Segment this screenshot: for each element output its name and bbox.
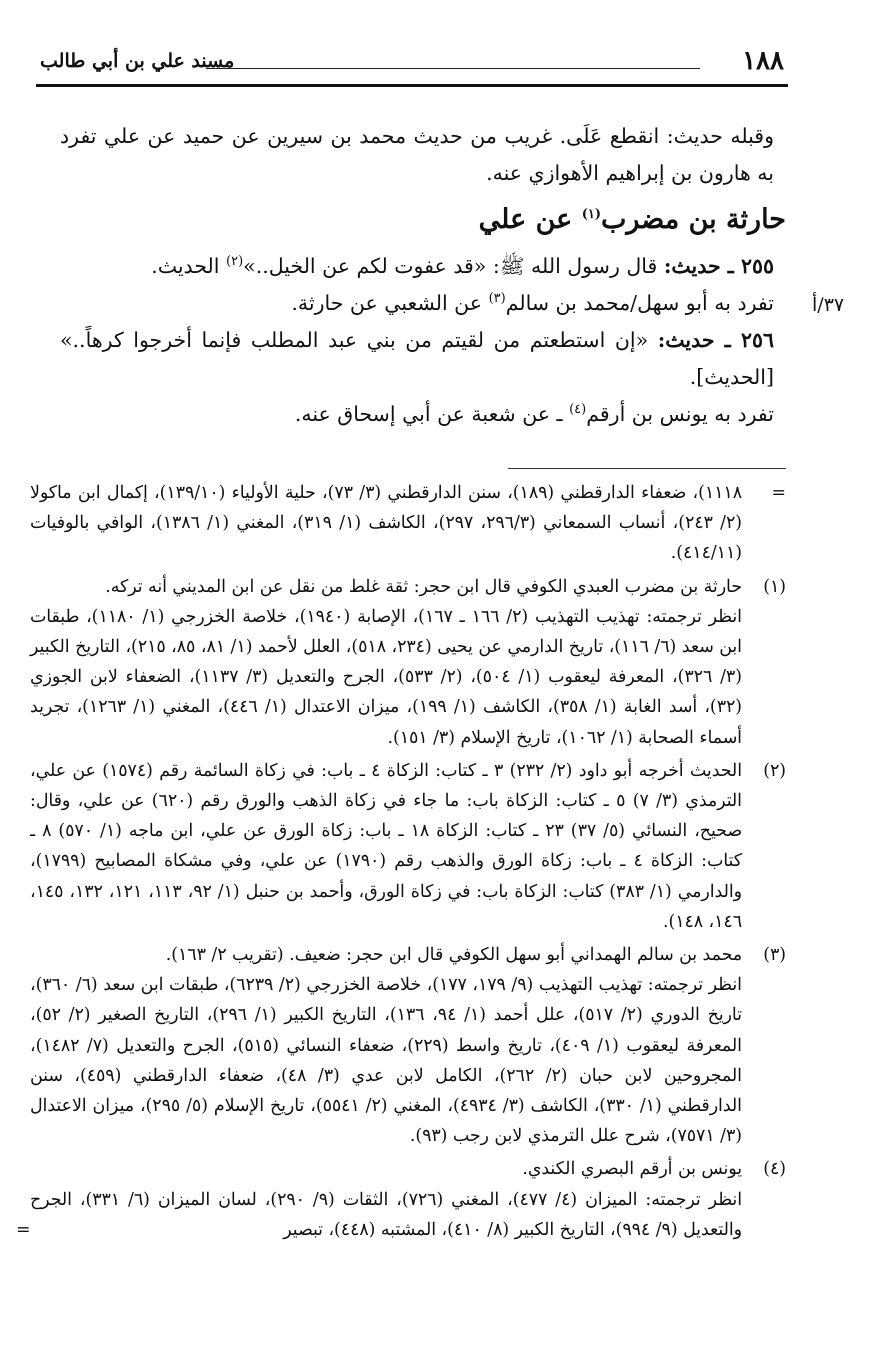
hadith-256-note	[60, 396, 786, 433]
footnote-ref: (٤)	[569, 402, 587, 418]
footnote-text: انظر ترجمته: تهذيب التهذيب (٢/ ١٦٦ ـ ١٦٧)، الإصابة (١٩٤٠)، خلاصة الخزرجي (١/ ١١٨٠)، طبقات ابن سعد (٦/ ١١٦)، تاريخ الدارمي عن يحيى (٢٣٤، ٥١٨)، العلل لأحمد (١/ ٨١، ٨٥، ٢١٥)، التاريخ الكبير (٣/ ٣٢٦)، المعرفة ليعقوب (١/ ٥٠٤)، (٢/ ٥٣٣)، الجرح والتعديل (٣/ ١١٣٧)، الضعفاء لابن الجوزي (٣٢)، أسد الغابة (١/ ٣٥٨)، الكاشف (١/ ١٩٩)، ميزان الاعتدال (١/ ٤٤٦)، المغني (١/ ١٢٦٣)، تجريد أسماء الصحابة (١/ ١٠٦٢)، تاريخ الإسلام (٣/ ١٥١).	[30, 606, 743, 748]
section-title-text: حارثة بن مضرب	[600, 204, 786, 235]
footnote-1	[30, 572, 786, 753]
header-rule	[36, 84, 788, 87]
hadith-text-end: الحديث.	[151, 254, 220, 278]
footnote-text: انظر ترجمته: الميزان (٤/ ٤٧٧)، المغني (٧٢٦)، الثقات (٩/ ٢٩٠)، لسان الميزان (٦/ ٣٣١)، الجرح والتعديل (٩/ ٩٩٤)، التاريخ الكبير (٨/ ٤١٠)، المشتبه (٤٤٨)، تبصير	[30, 1189, 742, 1240]
running-header	[38, 46, 786, 82]
note-text: تفرد به أبو سهل/محمد بن سالم	[505, 291, 774, 315]
continuation-marker: =	[771, 483, 786, 503]
hadith-255-note	[60, 285, 786, 322]
footnote-ref: (٢)	[226, 254, 244, 270]
footnote-2	[30, 756, 786, 937]
main-text	[60, 118, 786, 433]
section-title	[60, 192, 786, 248]
footnote-marker: (٢)	[763, 760, 786, 781]
hadith-text: «إن استطعتم من لقيتم من بني عبد المطلب فإنما أخرجوا كرهاً..» [الحديث].	[60, 328, 774, 389]
footnote-marker: (٤)	[763, 1159, 786, 1180]
paragraph: وقبله حديث: انقطع عَلَى. غريب من حديث محمد بن سيرين عن حميد عن علي تفرد به هارون بن إبراهيم الأهوازي عنه.	[60, 124, 774, 185]
hadith-number: ٢٥٥ ـ حديث:	[663, 254, 774, 278]
page-number: ١٨٨	[742, 46, 784, 76]
manuscript-folio-marker: ٣٧/أ	[812, 294, 845, 316]
footnotes	[16, 478, 786, 1248]
note-text-end: ـ عن شعبة عن أبي إسحاق عنه.	[294, 402, 563, 426]
footnote-text: محمد بن سالم الهمداني أبو سهل الكوفي قال ابن حجر: ضعيف. (تقريب ٢/ ١٦٣).	[165, 945, 742, 966]
continuation-marker: =	[16, 1219, 31, 1240]
footnote-text: الحديث أخرجه أبو داود (٢/ ٢٣٢) ٣ ـ كتاب: الزكاة ٤ ـ باب: في زكاة السائمة رقم (١٥٧٤) عن علي، الترمذي (٣/ ٧) ٥ ـ كتاب: الزكاة باب: ما جاء في زكاة الذهب والورق رقم (٦٢٠) عن علي، وقال: صحيح، النسائي (٥/ ٣٧) ٢٣ ـ كتاب: الزكاة ١٨ ـ باب: زكاة الورق عن علي، ابن ماجه (١/ ٥٧٠) ٨ ـ كتاب: الزكاة ٤ ـ باب: زكاة الورق والذهب رقم (١٧٩٠) عن علي، وفي مشكاة المصابيح (١٧٩٩)، والدارمي (١/ ٣٨٣) كتاب: الزكاة باب: في زكاة الورق، وأحمد بن حنبل (١/ ٩٢، ١١٣، ١٢١، ١٣٢، ١٤٥، ١٤٦، ١٤٨).	[30, 760, 742, 932]
footnote-text: يونس بن أرقم البصري الكندي.	[522, 1159, 742, 1180]
footnote-ref: (٣)	[488, 291, 506, 307]
footnote-ref: (١)	[581, 207, 601, 222]
footnote-separator	[508, 468, 786, 469]
book-title: مسند علي بن أبي طالب	[40, 50, 235, 72]
footnote-continued	[30, 478, 786, 569]
footnote-marker: (٣)	[763, 945, 786, 966]
hadith-256	[60, 322, 786, 396]
hadith-255	[60, 248, 786, 285]
hadith-number: ٢٥٦ ـ حديث:	[657, 328, 774, 352]
note-text: تفرد به يونس بن أرقم	[586, 402, 774, 426]
section-title-end: عن علي	[478, 204, 573, 235]
header-dash-rule	[206, 68, 700, 69]
footnote-text: حارثة بن مضرب العبدي الكوفي قال ابن حجر: ثقة غلط من نقل عن ابن المديني أنه تركه.	[105, 576, 742, 597]
footnote-text: ١١١٨)، ضعفاء الدارقطني (١٨٩)، سنن الدارقطني (٣/ ٧٣)، حلية الأولياء (١٣٩/١٠)، إكمال ابن ماكولا (٢/ ٢٤٣)، أنساب السمعاني (٢٩٦/٣، ٢٩٧)، الكاشف (١/ ٣١٩)، المغني (١/ ١٣٨٦)، الوافي بالوفيات (٤١٤/١١).	[30, 483, 742, 564]
hadith-text: قال رسول الله ﷺ: «قد عفوت لكم عن الخيل..»	[243, 254, 658, 278]
footnote-marker: (١)	[763, 576, 786, 597]
footnote-text: انظر ترجمته: تهذيب التهذيب (٩/ ١٧٩، ١٧٧)، خلاصة الخزرجي (٢/ ٦٢٣٩)، طبقات ابن سعد (٦/ ٣٦٠)، تاريخ الدوري (٢/ ٥١٧)، علل أحمد (١/ ٩٤، ١٣٦)، التاريخ الكبير (١/ ٢٩٦)، التاريخ الصغير (٢/ ٥٢)، المعرفة ليعقوب (١/ ٤٠٩)، تاريخ واسط (٢٢٩)، ضعفاء النسائي (٥١٥)، الجرح والتعديل (٧/ ١٤٨٢)، المجروحين لابن حبان (٢/ ٢٦٢)، الكامل لابن عدي (٣/ ٤٨)، ضعفاء الدارقطني (٤٥٩)، سنن الدارقطني (١/ ٣٣٠)، الكاشف (٣/ ٤٩٣٤)، المغني (٢/ ٥٥٤١)، تاريخ الإسلام (٥/ ٢٩٥)، ميزان الاعتدال (٣/ ٧٥٧١)، شرح علل الترمذي لابن رجب (٩٣).	[30, 975, 742, 1147]
footnote-3	[30, 940, 786, 1151]
note-text-end: عن الشعبي عن حارثة.	[291, 291, 483, 315]
footnote-4	[16, 1154, 786, 1245]
